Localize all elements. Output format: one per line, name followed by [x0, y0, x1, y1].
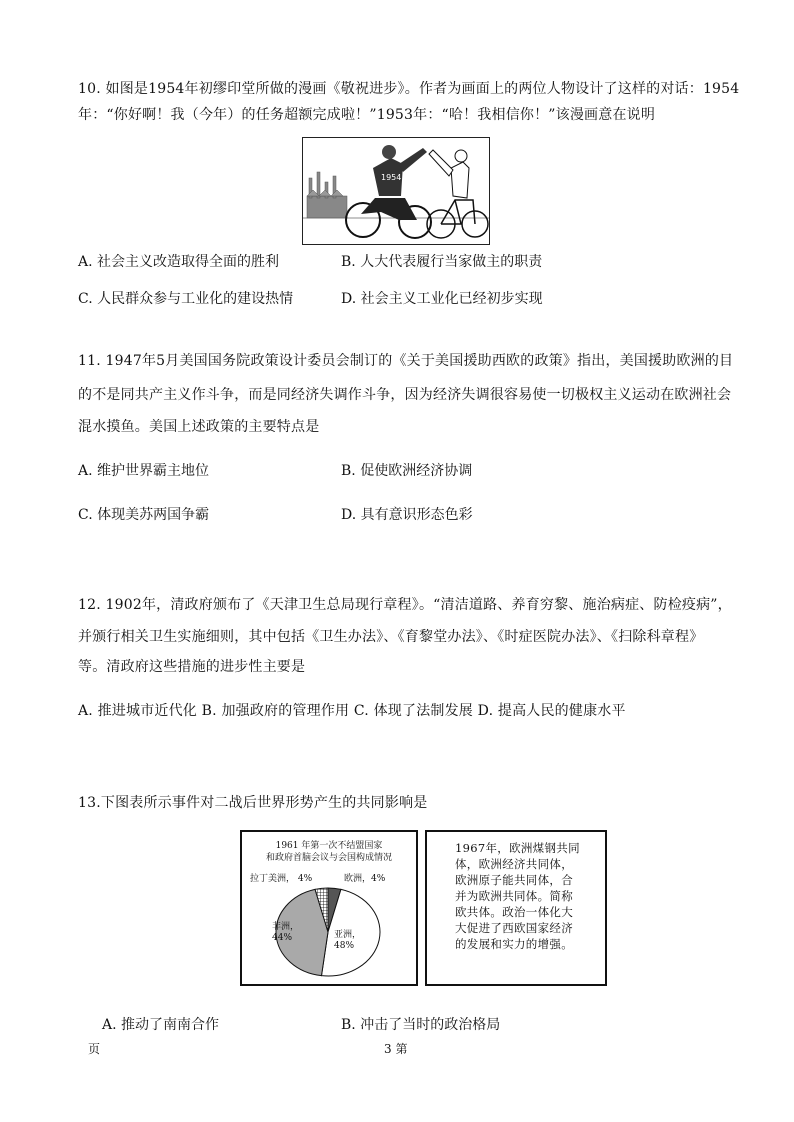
pie-chart-title-line-2: 和政府首脑会议与会国构成情况: [265, 853, 392, 863]
q12-stem-line-1: 12. 1902年，清政府颁布了《天津卫生总局现行章程》。“清洁道路、养育穷黎、施治病症、防检疫病”，: [78, 597, 732, 613]
pie-label-latin-america-value: 4%: [297, 874, 313, 884]
q10-stem-line-2: 年：“你好啊！我（今年）的任务超额完成啦！”1953年：“哈！我相信你！”该漫画意在说明: [78, 107, 656, 123]
pie-label-latin-america-name: 拉丁美洲，: [250, 874, 296, 884]
q10-option-a[interactable]: A. 社会主义改造取得全面的胜利: [78, 254, 280, 270]
q10-stem-line-1: 10. 如图是1954年初缪印堂所做的漫画《敬祝进步》。作者为画面上的两位人物设计了这样的对话：1954: [78, 81, 740, 97]
page-number: 3 第: [384, 1042, 408, 1056]
pie-label-asia-value: 48%: [334, 941, 355, 951]
pie-label-africa-name: 非洲，: [272, 922, 300, 932]
q13-option-a[interactable]: A. 推动了南南合作: [102, 1017, 220, 1033]
pie-chart-panel: [240, 830, 418, 986]
pie-label-europe-value: 4%: [371, 874, 386, 884]
cartoon-image: [302, 137, 490, 245]
pie-label-asia-name: 亚洲，: [334, 930, 362, 940]
q10-option-b[interactable]: B. 人大代表履行当家做主的职责: [341, 254, 543, 270]
pie-label-latin-america: [250, 874, 312, 885]
pie-chart: [242, 832, 416, 984]
q13-stem-line-1: 13.下图表所示事件对二战后世界形势产生的共同影响是: [78, 795, 428, 811]
q10-option-d[interactable]: D. 社会主义工业化已经初步实现: [341, 291, 543, 307]
eec-panel-text: 1967年，欧洲煤钢共同体，欧洲经济共同体，欧洲原子能共同体，合并为欧洲共同体。简称欧共体。政治一体化大大促进了西欧国家经济的发展和实力的增强。: [455, 841, 580, 951]
q11-stem-line-2: 的不是同共产主义作斗争，而是同经济失调作斗争，因为经济失调很容易使一切极权主义运动在欧洲社会: [78, 387, 732, 403]
motorcycle-number: 1954: [381, 173, 402, 182]
eec-text-panel: [425, 830, 607, 986]
pie-label-europe-name: 欧洲，: [344, 874, 372, 884]
pie-label-africa: [272, 922, 299, 944]
q12-options[interactable]: A. 推进城市近代化 B. 加强政府的管理作用 C. 体现了法制发展 D. 提高人民的健康水平: [78, 703, 626, 719]
q11-option-d[interactable]: D. 具有意识形态色彩: [341, 507, 473, 523]
pie-label-asia: [334, 930, 361, 952]
q10-option-c[interactable]: C. 人民群众参与工业化的建设热情: [78, 291, 294, 307]
q11-option-b[interactable]: B. 促使欧洲经济协调: [341, 463, 473, 479]
q12-stem-line-2: 并颁行相关卫生实施细则，其中包括《卫生办法》、《育黎堂办法》、《时症医院办法》、《扫除科章程》: [78, 629, 704, 645]
pie-label-europe: [344, 874, 385, 885]
footer-left: 页: [88, 1042, 101, 1056]
pie-chart-title-line-1: 1961 年第一次不结盟国家: [275, 841, 383, 851]
q11-option-a[interactable]: A. 维护世界霸主地位: [78, 463, 210, 479]
q12-stem-line-3: 等。清政府这些措施的进步性主要是: [78, 659, 306, 675]
q11-stem-line-1: 11. 1947年5月美国国务院政策设计委员会制订的《关于美国援助西欧的政策》指出，美国援助欧洲的目: [78, 353, 734, 369]
q11-option-c[interactable]: C. 体现美苏两国争霸: [78, 507, 210, 523]
cartoon-drawing: [303, 138, 489, 244]
q13-option-b[interactable]: B. 冲击了当时的政治格局: [341, 1017, 501, 1033]
q11-stem-line-3: 混水摸鱼。美国上述政策的主要特点是: [78, 419, 320, 435]
pie-label-africa-value: 44%: [272, 933, 293, 943]
